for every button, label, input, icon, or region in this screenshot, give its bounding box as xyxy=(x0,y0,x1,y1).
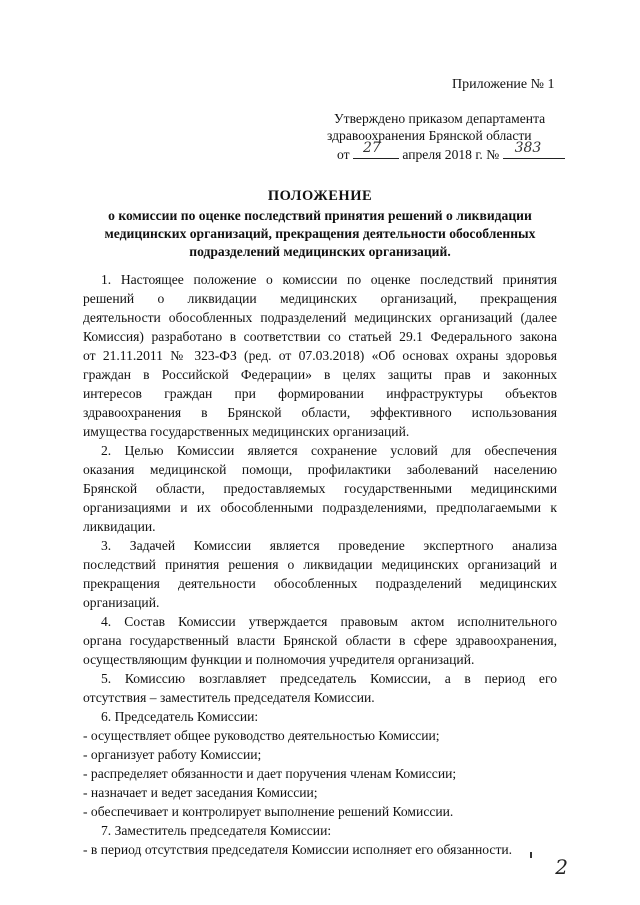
body-line: организаций. xyxy=(83,595,160,610)
body-line: прекращения деятельности обособленных подразделений медицинских xyxy=(83,576,557,591)
approval-line-1: Утверждено приказом департамента xyxy=(334,111,546,126)
subtitle-line: медицинских организаций, прекращения деятельности обособленных xyxy=(104,226,536,241)
body-line: 6. Председатель Комиссии: xyxy=(101,709,259,724)
approval-month-year: апреля 2018 г. № xyxy=(402,147,500,162)
body-line: ликвидации. xyxy=(83,519,156,534)
body-line: 4. Состав Комиссии утверждается правовым актом исполнительного xyxy=(101,614,557,629)
body-line: организациями и их обособленными подразделениями, предполагаемыми к xyxy=(83,500,557,515)
handwritten-number: 383 xyxy=(514,140,542,156)
date-blank xyxy=(353,140,399,159)
appendix-label: Приложение № 1 xyxy=(452,77,555,92)
bullet-line: - распределяет обязанности и дает поручения членам Комиссии; xyxy=(83,766,457,781)
number-blank xyxy=(503,140,565,159)
body-line: 3. Задачей Комиссии является проведение экспертного анализа xyxy=(101,538,557,553)
approval-from: от xyxy=(337,147,350,162)
body-line: 7. Заместитель председателя Комиссии: xyxy=(101,823,332,838)
subtitle-line: о комиссии по оценке последствий принятия решений о ликвидации xyxy=(108,208,532,223)
body-line: органа государственный власти Брянской области в сфере здравоохранения, xyxy=(83,633,557,648)
body-line: имущества государственных медицинских организаций. xyxy=(83,424,410,439)
document-title: ПОЛОЖЕНИЕ xyxy=(267,188,373,204)
body-line: Комиссия) разработано в соответствии со статьей 29.1 Федерального закона xyxy=(83,329,557,344)
body-line: отсутствия – заместитель председателя Комиссии. xyxy=(83,690,375,705)
handwritten-page-number: 2 xyxy=(555,855,568,879)
body-line: 2. Целью Комиссии является сохранение условий для обеспечения xyxy=(101,443,557,458)
body-line: осуществляющим функции и полномочия учредителя организаций. xyxy=(83,652,475,667)
handwritten-date: 27 xyxy=(362,140,381,156)
body-line: интересов граждан при формировании инфраструктуры объектов xyxy=(83,386,557,401)
body-line: здравоохранения в Брянской области, эффективного использования xyxy=(83,405,557,420)
body-line: 1. Настоящее положение о комиссии по оценке последствий принятия xyxy=(101,272,557,287)
body-line: оказания медицинской помощи, профилактики заболеваний населению xyxy=(83,462,557,477)
approval-line-3 xyxy=(337,140,565,164)
subtitle-line: подразделений медицинских организаций. xyxy=(189,244,451,259)
bullet-line: - осуществляет общее руководство деятельностью Комиссии; xyxy=(83,728,440,743)
body-line: 5. Комиссию возглавляет председатель Комиссии, а в период его xyxy=(101,671,557,686)
bullet-line: - обеспечивает и контролирует выполнение решений Комиссии. xyxy=(83,804,454,819)
body-line: граждан в Российской Федерации» в целях защиты прав и законных xyxy=(83,367,557,382)
bullet-line: - в период отсутствия председателя Комиссии исполняет его обязанности. xyxy=(83,842,513,857)
ink-mark xyxy=(530,852,532,858)
body-line: Брянской области, предоставляемых государственными медицинскими xyxy=(83,481,557,496)
body-line: последствий принятия решения о ликвидации медицинских организаций и xyxy=(83,557,557,572)
bullet-line: - назначает и ведет заседания Комиссии; xyxy=(83,785,318,800)
body-line: деятельности обособленных подразделений медицинских организаций (далее xyxy=(83,310,557,325)
approval-line-2: здравоохранения Брянской области xyxy=(327,128,532,143)
bullet-line: - организует работу Комиссии; xyxy=(83,747,262,762)
body-line: решений о ликвидации медицинских организаций, прекращения xyxy=(83,291,557,306)
body-line: от 21.11.2011 № 323-ФЗ (ред. от 07.03.2018) «Об основах охраны здоровья xyxy=(83,348,557,363)
